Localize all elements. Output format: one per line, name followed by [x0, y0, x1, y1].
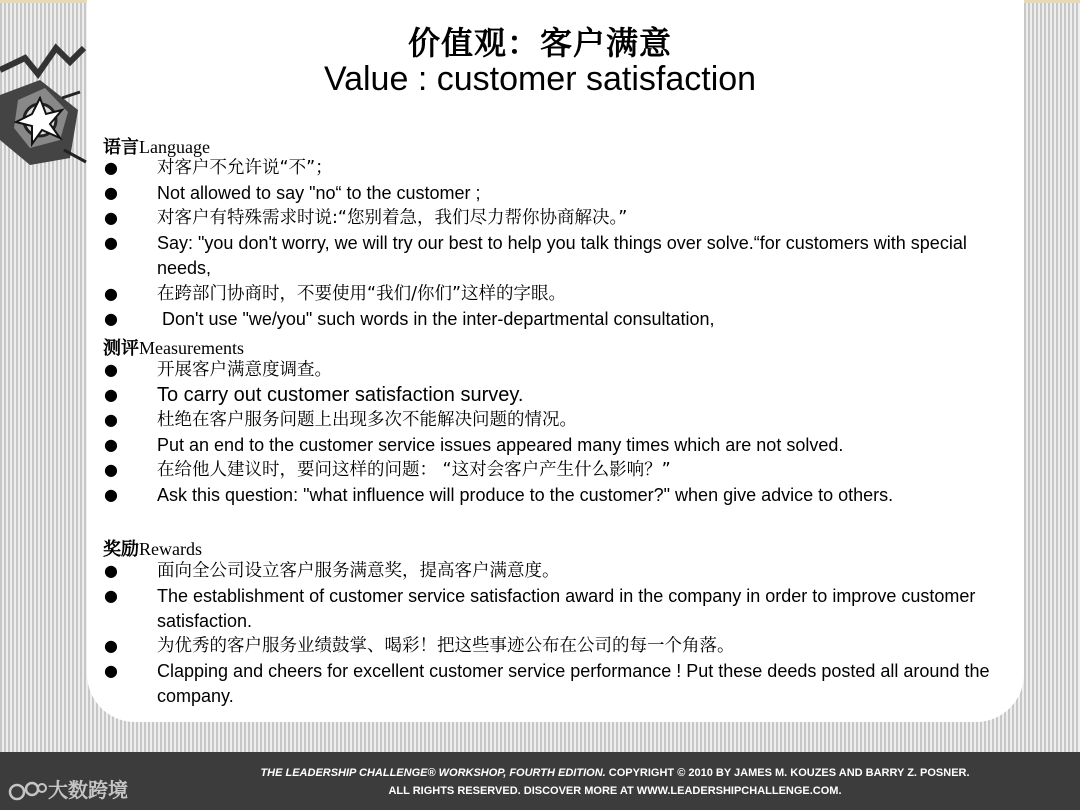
bullet-dot: ● [104, 385, 118, 404]
list-item: Put an end to the customer service issues appeared many times which are not solved. [157, 435, 844, 455]
bullet-dot: ● [104, 460, 118, 479]
list-item: Ask this question: "what influence will produce to the customer?" when give advice to others. [157, 485, 894, 505]
bullet-dot: ● [104, 233, 118, 252]
list-item: 对客户有特殊需求时说:“您别着急，我们尽力帮你协商解决。” [157, 208, 628, 228]
bullet-dot: ● [104, 158, 118, 177]
bullet-dot: ● [104, 485, 118, 504]
list-item: 开展客户满意度调查。 [157, 360, 332, 380]
list-item: 杜绝在客户服务问题上出现多次不能解决问题的情况。 [157, 410, 577, 430]
bullet-dot: ● [104, 309, 118, 328]
bullet-dot: ● [104, 561, 118, 580]
heading-label-zh: 测评 [103, 338, 139, 359]
heading-label-zh: 奖励 [103, 539, 139, 560]
list-item: The establishment of customer service satisfaction award in the company in order to improve customer satisfaction. [157, 586, 976, 631]
list-item: Not allowed to say "no“ to the customer ; [157, 183, 481, 203]
watermark-text: 大数跨境 [48, 778, 128, 802]
list-item: 面向全公司设立客户服务满意奖，提高客户满意度。 [157, 561, 560, 581]
footer-edition-text: THE LEADERSHIP CHALLENGE® WORKSHOP, FOURTH EDITION. [260, 767, 606, 779]
list-item: 为优秀的客户服务业绩鼓掌、喝彩！把这些事迹公布在公司的每一个角落。 [157, 636, 735, 656]
bullet-dot: ● [104, 360, 118, 379]
section-heading-measurements [103, 334, 244, 360]
footer-copyright-text: COPYRIGHT © 2010 BY JAMES M. KOUZES AND BARRY Z. POSNER. [605, 767, 970, 779]
list-item: Clapping and cheers for excellent customer service performance ! Put these deeds posted all around the company. [157, 661, 990, 706]
watermark-logo-icon [8, 779, 48, 805]
footer-copyright-line [150, 767, 1080, 779]
bullet-dot: ● [104, 661, 118, 680]
list-item: Say: "you don't worry, we will try our best to help you talk things over solve.“for customers with special needs, [157, 233, 967, 278]
bullet-dot: ● [104, 586, 118, 605]
bullet-dot: ● [104, 636, 118, 655]
list-item: 对客户不允许说“不”； [157, 158, 333, 178]
list-item: Don't use "we/you" such words in the inter-departmental consultation, [157, 309, 715, 329]
list-item: 在给他人建议时，要问这样的问题： “这对会客户产生什么影响？” [157, 460, 671, 480]
bullet-dot: ● [104, 410, 118, 429]
footer-bar [0, 752, 1080, 810]
heading-label-en: Rewards [139, 539, 202, 559]
slide-title-chinese: 价值观：客户满意 [407, 24, 672, 62]
heading-label-en: Language [139, 137, 210, 157]
bullet-dot: ● [104, 208, 118, 227]
watermark [8, 774, 128, 805]
heading-label-zh: 语言 [103, 137, 139, 158]
footer-rights-line: ALL RIGHTS RESERVED. DISCOVER MORE AT WWW.LEADERSHIPCHALLENGE.COM. [388, 785, 842, 797]
heading-label-en: Measurements [139, 338, 244, 358]
list-item: To carry out customer satisfaction survey. [157, 384, 524, 406]
bullet-dot: ● [104, 435, 118, 454]
bullet-dot: ● [104, 183, 118, 202]
bullet-dot: ● [104, 284, 118, 303]
section-heading-rewards [103, 535, 202, 561]
slide-title-english: Value : customer satisfaction [323, 60, 757, 98]
list-item: 在跨部门协商时，不要使用“我们/你们”这样的字眼。 [157, 284, 567, 304]
